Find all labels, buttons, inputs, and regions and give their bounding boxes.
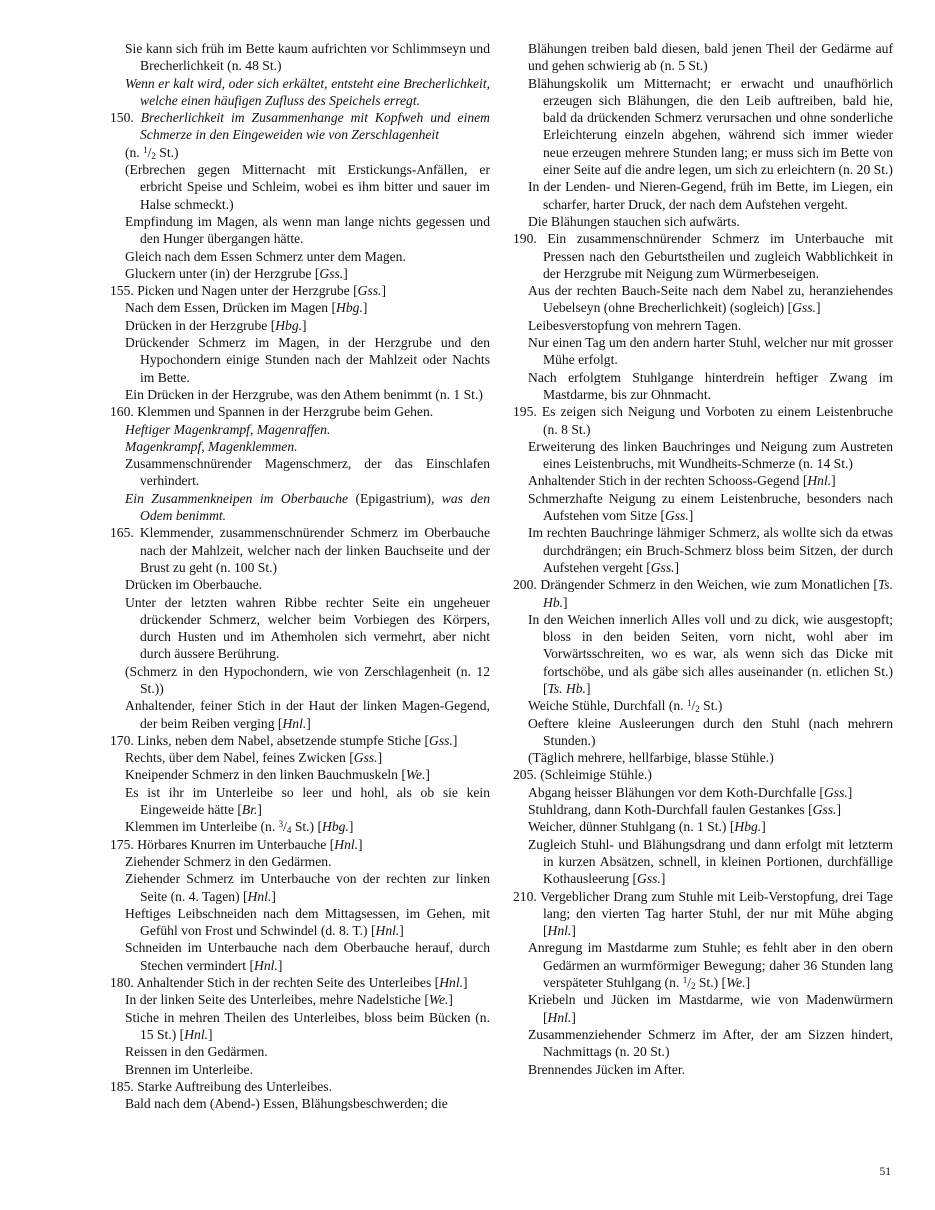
fraction: $^3/_4$ bbox=[278, 819, 292, 836]
entry-text: Im rechten Bauchringe lähmiger Schmerz, als wollte sich da etwas durchdrängen; ein Bruch-Schmerz bloss beim Sitzen, der durch Aufstehen vergeht bbox=[528, 525, 893, 575]
symptom-entry: Abgang heisser Blähungen vor dem Koth-Durchfalle [Gss.] bbox=[528, 784, 853, 800]
fraction-denominator: 2 bbox=[690, 981, 696, 992]
entry-text: (Täglich mehrere, hellfarbige, blasse Stühle.) bbox=[528, 750, 774, 766]
entry-text: Nur einen Tag um den andern harter Stuhl, welcher nur mit grosser Mühe erfolgt. bbox=[528, 335, 893, 368]
entry-text: Anhaltender Stich in der rechten Schooss-Gegend bbox=[528, 473, 800, 489]
symptom-entry bbox=[110, 109, 490, 144]
symptom-entry: Gluckern unter (in) der Herzgrube [Gss.] bbox=[125, 265, 348, 281]
entry-text: Stiche in mehren Theilen des Unterleibes, bloss beim Bücken (n. 15 St.) bbox=[125, 1009, 490, 1042]
fraction-numerator: 1 bbox=[686, 698, 692, 709]
symptom-entry bbox=[110, 334, 490, 386]
entry-text: Gluckern unter (in) der Herzgrube bbox=[125, 265, 312, 281]
symptom-entry bbox=[110, 438, 490, 455]
symptom-entry: Zugleich Stuhl- und Blähungsdrang und dann erfolgt mit letzterm in kurzen Absätzen, schnell, in kleinen Portionen, durchfällige Kothausleerung [Gss.] bbox=[528, 836, 893, 887]
source-abbrev: Gss. bbox=[319, 265, 344, 281]
symptom-entry bbox=[513, 334, 893, 369]
symptom-entry bbox=[110, 1043, 490, 1060]
entry-text: Ziehender Schmerz im Unterbauche von der rechten zur linken Seite (n. 4. Tagen) bbox=[125, 871, 490, 904]
entry-text: Drücken in der Herzgrube bbox=[125, 317, 268, 333]
source-abbrev: Hbg. bbox=[336, 300, 363, 316]
entry-text: Erweiterung des linken Bauchringes und Neigung zum Austreten eines Leistenbruchs, mit Wundheits-Schmerze (n. 14 St.) bbox=[528, 438, 893, 472]
entry-text: Ein Drücken in der Herzgrube, was den Athem benimmt (n. 1 St.) bbox=[125, 386, 483, 402]
entry-text: Schmerzhafte Neigung zu einem Leistenbruche, besonders nach Aufstehen vom Sitze bbox=[528, 490, 893, 524]
symptom-entry bbox=[110, 386, 490, 403]
fraction-numerator: 3 bbox=[278, 819, 284, 830]
entry-text: Die Blähungen stauchen sich aufwärts. bbox=[528, 213, 740, 229]
symptom-entry bbox=[513, 40, 893, 75]
entry-text: Stuhldrang, dann Koth-Durchfall faulen Gestankes bbox=[528, 802, 805, 818]
source-abbrev: Hnl. bbox=[282, 715, 307, 731]
entry-text: Aus der rechten Bauch-Seite nach dem Nabel zu, heranziehendes Uebelseyn (ohne Brecherlichkeit) (sogleich) bbox=[528, 283, 893, 316]
entry-text: Nach dem Essen, Drücken im Magen bbox=[125, 300, 329, 316]
entry-number: 155. bbox=[110, 283, 134, 299]
symptom-entry bbox=[513, 230, 893, 282]
entry-text: Ein zusammenschnürender Schmerz im Unterbauche mit Pressen nach den Geburtstheilen und zugleich Wabblichkeit in der Herzgrube mit Neigung zum Würmerbeseigen. bbox=[543, 231, 893, 281]
symptom-entry: Aus der rechten Bauch-Seite nach dem Nabel zu, heranziehendes Uebelseyn (ohne Brecherlichkeit) (sogleich) [Gss.] bbox=[528, 283, 893, 316]
entry-text: Drückender Schmerz im Magen, in der Herzgrube und den Hypochondern einige Stunden nach der Mahlzeit oder Nachts im Bette. bbox=[125, 335, 490, 385]
entry-number: 175. bbox=[110, 836, 134, 852]
symptom-entry bbox=[513, 749, 893, 766]
source-abbrev: Gss. bbox=[353, 750, 378, 766]
source-abbrev: Hbg. bbox=[322, 819, 349, 835]
symptom-entry: Heftiges Leibschneiden nach dem Mittagsessen, im Gehen, mit Gefühl von Frost und Schwindel (d. 8. T.) [Hnl.] bbox=[125, 905, 490, 939]
entry-number: 190. bbox=[513, 231, 537, 247]
symptom-entry: Klemmen im Unterleibe (n. $^3/_4$ St.) [Hbg.] bbox=[125, 819, 354, 836]
entry-number: 210. bbox=[513, 888, 537, 904]
entry-text: (n. bbox=[125, 144, 144, 160]
symptom-entry: In der linken Seite des Unterleibes, mehre Nadelstiche [We.] bbox=[125, 992, 453, 1008]
source-abbrev: Hnl. bbox=[184, 1026, 208, 1042]
entry-text: Abgang heisser Blähungen vor dem Koth-Durchfalle bbox=[528, 784, 817, 800]
symptom-entry bbox=[513, 1026, 893, 1061]
symptom-entry bbox=[110, 853, 490, 870]
entry-text: Zugleich Stuhl- und Blähungsdrang und dann erfolgt mit letzterm in kurzen Absätzen, schnell, in kleinen Portionen, durchfällige Kothausleerung bbox=[528, 836, 893, 887]
entry-text: Es ist ihr im Unterleibe so leer und hohl, als ob sie kein Eingeweide hätte bbox=[125, 784, 490, 818]
source-abbrev: Ts. Hb. bbox=[547, 680, 586, 696]
symptom-entry: Kriebeln und Jücken im Mastdarme, wie von Madenwürmern [Hnl.] bbox=[528, 992, 893, 1025]
entry-text: Leibesverstopfung von mehrern Tagen. bbox=[528, 317, 742, 333]
source-abbrev: Hnl. bbox=[547, 1009, 572, 1025]
symptom-entry bbox=[513, 697, 893, 714]
symptom-entry: Drücken in der Herzgrube [Hbg.] bbox=[125, 317, 307, 333]
entry-text: Kneipender Schmerz in den linken Bauchmuskeln bbox=[125, 767, 398, 783]
entry-text: Hörbares Knurren im Unterbauche bbox=[137, 836, 327, 852]
fraction-denominator: 2 bbox=[151, 150, 156, 161]
entry-number: 150. bbox=[110, 110, 134, 126]
symptom-entry: Stuhldrang, dann Koth-Durchfall faulen Gestankes [Gss.] bbox=[528, 802, 841, 818]
symptom-entry: Es ist ihr im Unterleibe so leer und hohl, als ob sie kein Eingeweide hätte [Br.] bbox=[125, 784, 490, 818]
entry-text: Reissen in den Gedärmen. bbox=[125, 1044, 268, 1060]
symptom-entry: 200. Drängender Schmerz in den Weichen, wie zum Monatlichen [Ts. Hb.] bbox=[513, 577, 893, 610]
symptom-entry: Stiche in mehren Theilen des Unterleibes, bloss beim Bücken (n. 15 St.) [Hnl.] bbox=[125, 1009, 490, 1042]
entry-number: 205. bbox=[513, 767, 537, 783]
symptom-entry: 210. Vergeblicher Drang zum Stuhle mit Leib-Verstopfung, drei Tage lang; den vierten Tag harter Stuhl, der nur mit Mühe abging [Hnl.] bbox=[513, 888, 894, 939]
source-abbrev: Hnl. bbox=[807, 473, 832, 489]
source-abbrev: We. bbox=[405, 767, 426, 783]
entry-text: Weiche Stühle, Durchfall (n. bbox=[528, 698, 687, 714]
fraction-numerator: 1 bbox=[143, 144, 148, 155]
fraction-denominator: 2 bbox=[695, 704, 700, 715]
entry-text: Vergeblicher Drang zum Stuhle mit Leib-Verstopfung, drei Tage lang; den vierten Tag harter Stuhl, der nur mit Mühe abging bbox=[540, 888, 894, 921]
symptom-entry bbox=[513, 75, 893, 179]
entry-text: Anregung im Mastdarme zum Stuhle; es fehlt aber in den obern Gedärmen an wurmförmiger Bewegung; daher 36 Stunden lang verspäteter Stuhlgang (n. bbox=[528, 940, 893, 991]
entry-number: 195. bbox=[513, 404, 537, 420]
symptom-entry bbox=[513, 403, 893, 438]
entry-text: Picken und Nagen unter der Herzgrube bbox=[137, 283, 350, 299]
entry-text: Ein Zusammenkneipen im Oberbauche bbox=[125, 490, 349, 506]
entry-text: Brecherlichkeit im Zusammenhange mit Kopfweh und einem Schmerze in den Eingeweiden wie von Zerschlagenheit bbox=[140, 110, 490, 143]
source-abbrev: Hbg. bbox=[275, 317, 303, 333]
symptom-entry bbox=[513, 766, 893, 783]
symptom-entry bbox=[513, 213, 893, 230]
right-column bbox=[513, 40, 893, 1078]
entry-text: St.) bbox=[699, 698, 723, 714]
symptom-entry: 175. Hörbares Knurren im Unterbauche [Hnl.] bbox=[110, 836, 363, 852]
symptom-entry: 155. Picken und Nagen unter der Herzgrube [Gss.] bbox=[110, 283, 386, 299]
source-abbrev: Hnl. bbox=[439, 975, 463, 991]
entry-number: 165. bbox=[110, 525, 134, 541]
entry-text: (Erbrechen gegen Mitternacht mit Erstickungs-Anfällen, er erbricht Speise und Schleim, wobei es ihm bitter und sauer im Halse schmeckt.) bbox=[125, 162, 490, 212]
entry-text: Zusammenziehender Schmerz im After, der am Sizzen hindert, Nachmittags (n. 20 St.) bbox=[528, 1026, 893, 1060]
entry-text: Heftiger Magenkrampf, Magenraffen. bbox=[125, 421, 331, 437]
entry-text: Brennen im Unterleibe. bbox=[125, 1061, 253, 1077]
symptom-entry bbox=[513, 317, 893, 334]
entry-text: Es zeigen sich Neigung und Vorboten zu einem Leistenbruche (n. 8 St.) bbox=[541, 404, 893, 437]
entry-text: Klemmen und Spannen in der Herzgrube beim Gehen. bbox=[137, 404, 434, 420]
entry-text: In der Lenden- und Nieren-Gegend, früh im Bette, im Liegen, ein scharfer, harter Druck, der nach dem Aufstehen vergeht. bbox=[528, 179, 893, 212]
symptom-entry bbox=[513, 178, 893, 213]
entry-text: Blähungskolik um Mitternacht; er erwacht und unaufhörlich erzeugen sich Blähungen, die den Leib auftreiben, bald hie, bald da drückenden Schmerz verursachen und ohne sonderliche Erleichterung einzeln abgehen, während sich immer wieder neue erzeugen mehrere Stunden lang; er muss sich im Bette von einer Seite auf die andre legen, um sich zu erleichtern (n. 20 St.) bbox=[528, 75, 893, 178]
fraction-numerator: 1 bbox=[682, 975, 688, 986]
symptom-entry bbox=[110, 40, 490, 75]
entry-text: Oeftere kleine Ausleerungen durch den Stuhl (nach mehrern Stunden.) bbox=[528, 715, 893, 748]
symptom-entry: Anhaltender Stich in der rechten Schooss-Gegend [Hnl.] bbox=[528, 473, 836, 489]
symptom-entry: 170. Links, neben dem Nabel, absetzende stumpfe Stiche [Gss.] bbox=[110, 732, 458, 748]
symptom-entry bbox=[513, 369, 893, 404]
source-abbrev: We. bbox=[726, 975, 746, 991]
entry-text: (Epigastrium), bbox=[348, 490, 442, 506]
source-abbrev: Hnl. bbox=[247, 888, 272, 904]
source-abbrev: Gss. bbox=[429, 732, 453, 748]
symptom-entry bbox=[110, 455, 490, 490]
entry-number: 160. bbox=[110, 404, 134, 420]
symptom-entry bbox=[110, 594, 490, 663]
entry-text: Blähungen treiben bald diesen, bald jenen Theil der Gedärme auf und gehen schwierig ab (n. 5 St.) bbox=[528, 41, 893, 74]
source-abbrev: Hnl. bbox=[547, 923, 572, 939]
entry-number: 185. bbox=[110, 1078, 134, 1094]
symptom-entry: Im rechten Bauchringe lähmiger Schmerz, als wollte sich da etwas durchdrängen; ein Bruch-Schmerz bloss beim Sitzen, der durch Aufstehen vergeht [Gss.] bbox=[528, 525, 893, 575]
symptom-entry bbox=[110, 1061, 490, 1078]
fraction: $^1/_2$ bbox=[682, 975, 696, 992]
entry-text: Gleich nach dem Essen Schmerz unter dem Magen. bbox=[125, 248, 406, 264]
source-abbrev: Gss. bbox=[357, 283, 382, 299]
entry-text: Unter der letzten wahren Ribbe rechter Seite ein ungeheuer drückender Schmerz, welcher beim Vorbiegen des Körpers, durch Husten und im Athemholen sich vermehrt, aber nicht durch äussere Berührung. bbox=[125, 594, 490, 662]
symptom-entry bbox=[110, 144, 490, 161]
source-abbrev: Hnl. bbox=[334, 836, 359, 852]
entry-text: Klemmen im Unterleibe (n. bbox=[125, 819, 279, 835]
symptom-entry bbox=[110, 524, 490, 576]
symptom-entry bbox=[513, 715, 893, 750]
symptom-entry bbox=[110, 75, 490, 110]
symptom-entry bbox=[110, 1078, 490, 1095]
symptom-entry bbox=[110, 248, 490, 265]
symptom-entry bbox=[110, 1095, 490, 1112]
entry-text: Drängender Schmerz in den Weichen, wie zum Monatlichen bbox=[540, 577, 870, 593]
entry-text: Heftiges Leibschneiden nach dem Mittagsessen, im Gehen, mit Gefühl von Frost und Schwindel (d. 8. T.) bbox=[125, 905, 490, 939]
entry-text: Nach erfolgtem Stuhlgange hinterdrein heftiger Zwang im Mastdarme, bis zur Ohnmacht. bbox=[528, 369, 893, 402]
symptom-entry bbox=[110, 213, 490, 248]
entry-number: 200. bbox=[513, 577, 537, 593]
symptom-entry: Schneiden im Unterbauche nach dem Oberbauche herauf, durch Stechen vermindert [Hnl.] bbox=[125, 940, 490, 973]
source-abbrev: Gss. bbox=[812, 802, 837, 818]
symptom-entry: Anhaltender, feiner Stich in der Haut der linken Magen-Gegend, der beim Reiben verging [Hnl.] bbox=[125, 698, 490, 731]
entry-text: Sie kann sich früh im Bette kaum aufrichten vor Schlimmseyn und Brecherlichkeit (n. 48 St.) bbox=[125, 41, 490, 74]
entry-number: 170. bbox=[110, 732, 134, 748]
symptom-entry bbox=[110, 663, 490, 698]
entry-text: In der linken Seite des Unterleibes, mehre Nadelstiche bbox=[125, 992, 421, 1008]
entry-text: Drücken im Oberbauche. bbox=[125, 577, 263, 593]
fraction-denominator: 4 bbox=[286, 825, 292, 836]
entry-number: 180. bbox=[110, 975, 134, 991]
source-abbrev: Gss. bbox=[637, 871, 661, 887]
source-abbrev: Gss. bbox=[823, 784, 848, 800]
entry-text: Brennendes Jücken im After. bbox=[528, 1061, 686, 1077]
entry-text: Anhaltender, feiner Stich in der Haut der linken Magen-Gegend, der beim Reiben verging bbox=[125, 698, 490, 731]
entry-text: Starke Auftreibung des Unterleibes. bbox=[137, 1078, 332, 1094]
entry-text: St.) bbox=[291, 819, 315, 835]
symptom-entry: Rechts, über dem Nabel, feines Zwicken [Gss.] bbox=[125, 750, 383, 766]
symptom-entry bbox=[110, 161, 490, 213]
symptom-entry: Weicher, dünner Stuhlgang (n. 1 St.) [Hbg.] bbox=[528, 819, 766, 835]
source-abbrev: Gss. bbox=[792, 300, 816, 316]
entry-text: Zusammenschnürender Magenschmerz, der das Einschlafen verhindert. bbox=[125, 456, 490, 489]
symptom-entry bbox=[110, 403, 490, 420]
fraction: $^1/_2$ bbox=[686, 698, 700, 715]
source-abbrev: Br. bbox=[241, 802, 258, 818]
entry-text: (Schleimige Stühle.) bbox=[540, 767, 652, 783]
symptom-entry bbox=[513, 1061, 893, 1078]
symptom-entry bbox=[110, 490, 490, 525]
entry-text: was den Odem benimmt. bbox=[140, 490, 490, 524]
symptom-entry bbox=[110, 421, 490, 438]
entry-text: Kriebeln und Jücken im Mastdarme, wie von Madenwürmern bbox=[528, 992, 893, 1008]
source-abbrev: Gss. bbox=[650, 559, 675, 575]
symptom-entry: Schmerzhafte Neigung zu einem Leistenbruche, besonders nach Aufstehen vom Sitze [Gss.] bbox=[528, 490, 893, 524]
entry-text: Anhaltender Stich in der rechten Seite des Unterleibes bbox=[136, 975, 432, 991]
symptom-entry: Kneipender Schmerz in den linken Bauchmuskeln [We.] bbox=[125, 767, 430, 783]
entry-text: Ziehender Schmerz in den Gedärmen. bbox=[125, 853, 332, 869]
entry-text: Weicher, dünner Stuhlgang (n. 1 St.) bbox=[528, 819, 727, 835]
entry-text: St.) bbox=[695, 975, 719, 991]
entry-text: Schneiden im Unterbauche nach dem Oberbauche herauf, durch Stechen vermindert bbox=[125, 940, 490, 973]
entry-text: St.) bbox=[155, 144, 179, 160]
entry-text: Rechts, über dem Nabel, feines Zwicken bbox=[125, 750, 346, 766]
entry-text: Magenkrampf, Magenklemmen. bbox=[125, 438, 298, 454]
symptom-entry: In den Weichen innerlich Alles voll und zu dick, wie ausgestopft; bloss in den beiden Seiten, vorn nicht, wohl aber im Vorwärtsschreiten, wo es war, als wenn sich das Dicke mit fortschöbe, und als gäbe sich alles auseinander (n. etlichen St.) [Ts. Hb.] bbox=[528, 611, 893, 696]
entry-text: (Schmerz in den Hypochondern, wie von Zerschlagenheit (n. 12 St.)) bbox=[125, 663, 490, 696]
symptom-entry bbox=[110, 576, 490, 593]
symptom-entry: Anregung im Mastdarme zum Stuhle; es fehlt aber in den obern Gedärmen an wurmförmiger Bewegung; daher 36 Stunden lang verspäteter Stuhlgang (n. $^1/_2$ St.) [We.] bbox=[528, 940, 893, 992]
symptom-entry: 180. Anhaltender Stich in der rechten Seite des Unterleibes [Hnl.] bbox=[110, 975, 468, 991]
left-column bbox=[110, 40, 490, 1112]
entry-text: Links, neben dem Nabel, absetzende stumpfe Stiche bbox=[137, 732, 422, 748]
source-abbrev: Gss. bbox=[664, 508, 689, 524]
entry-text: Bald nach dem (Abend-) Essen, Blähungsbeschwerden; die bbox=[125, 1096, 448, 1112]
entry-text: Empfindung im Magen, als wenn man lange nichts gegessen und den Hunger übergangen hätte. bbox=[125, 213, 490, 247]
source-abbrev: Hnl. bbox=[254, 957, 278, 973]
entry-text: In den Weichen innerlich Alles voll und zu dick, wie ausgestopft; bloss in den beiden Seiten, vorn nicht, wohl aber im Vorwärtsschreiten, wo es war, als wenn sich das Dicke mit fortschöbe, und als gäbe sich alles auseinander (n. etlichen St.) bbox=[528, 611, 893, 679]
page-number: 51 bbox=[879, 1166, 891, 1178]
source-abbrev: Hbg. bbox=[734, 819, 762, 835]
symptom-entry: Ziehender Schmerz im Unterbauche von der rechten zur linken Seite (n. 4. Tagen) [Hnl.] bbox=[125, 871, 490, 904]
symptom-entry bbox=[513, 438, 893, 473]
symptom-entry: Nach dem Essen, Drücken im Magen [Hbg.] bbox=[125, 300, 368, 316]
fraction: $^1/_2$ bbox=[143, 144, 156, 161]
source-abbrev: Ts. Hb. bbox=[543, 577, 893, 610]
source-abbrev: Hnl. bbox=[375, 923, 400, 939]
entry-text: Klemmender, zusammenschnürender Schmerz im Oberbauche nach der Mahlzeit, welcher nach der linken Bauchseite und der Brust zu geht (n. 100 St.) bbox=[139, 525, 491, 575]
source-abbrev: We. bbox=[428, 992, 449, 1008]
entry-text: Wenn er kalt wird, oder sich erkältet, entsteht eine Brecherlichkeit, welche einen häufigen Zufluss des Speichels erregt. bbox=[125, 75, 490, 108]
